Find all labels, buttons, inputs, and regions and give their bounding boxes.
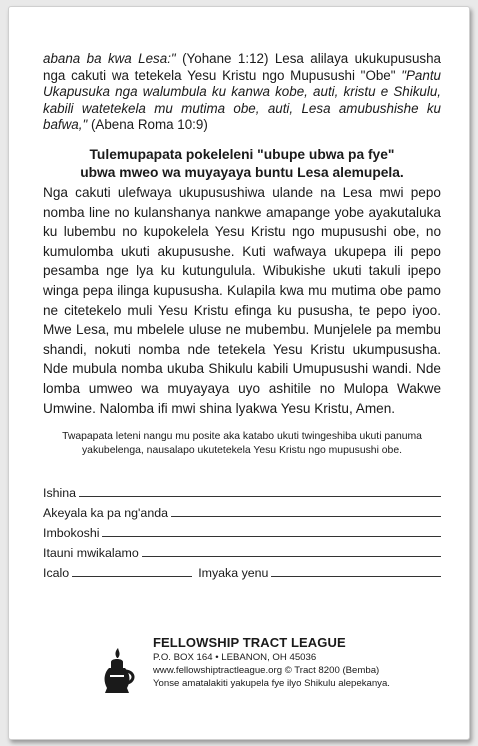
publisher-footer bbox=[91, 635, 421, 705]
address-field[interactable] bbox=[171, 504, 441, 517]
town-field[interactable] bbox=[142, 544, 441, 557]
name-label: Ishina bbox=[43, 486, 77, 501]
romans-reference: (Abena Roma 10:9) bbox=[87, 117, 208, 133]
publisher-tagline: Yonse amatalakiti yakupela fye ilyo Shikulu alepekanya. bbox=[153, 678, 390, 689]
publisher-name: FELLOWSHIP TRACT LEAGUE bbox=[153, 635, 346, 650]
postbox-row bbox=[43, 520, 441, 540]
age-label: Imyaka yenu bbox=[198, 566, 269, 581]
section-heading bbox=[43, 146, 441, 182]
heading-line-1: Tulemupapata pokeleleni "ubupe ubwa pa fye" bbox=[89, 146, 395, 162]
intro-paragraph bbox=[43, 51, 441, 134]
heading-line-2: ubwa mweo wa muyayaya buntu Lesa alemupela. bbox=[80, 164, 404, 180]
address-label: Akeyala ka pa ng'anda bbox=[43, 506, 168, 521]
intro-reference: (Yohane 1:12) Lesa alilaya ukukupususha nga cakuti wa tetekela Yesu Kristu ngo Mupusushi "Obe" bbox=[43, 51, 441, 83]
postbox-label: Imbokoshi bbox=[43, 526, 100, 541]
romans-quote: "Pantu Ukapusuka nga walumbula ku kanwa kobe, auti, kristu e Shikulu, kabili watetekela mu mutima obe, auti, Lesa amubushishe ku bafwa," bbox=[43, 67, 441, 133]
tract-content bbox=[43, 51, 441, 580]
age-field[interactable] bbox=[271, 564, 441, 577]
country-age-row bbox=[43, 560, 441, 580]
response-form bbox=[43, 480, 441, 580]
publisher-website: www.fellowshiptractleague.org © Tract 8200 (Bemba) bbox=[153, 665, 380, 676]
address-row bbox=[43, 500, 441, 520]
intro-quote: abana ba kwa Lesa:" bbox=[43, 51, 176, 66]
country-label: Icalo bbox=[43, 566, 70, 581]
country-field[interactable] bbox=[72, 564, 192, 577]
tract-page bbox=[8, 6, 470, 740]
postbox-field[interactable] bbox=[102, 524, 441, 537]
town-row bbox=[43, 540, 441, 560]
town-label: Itauni mwikalamo bbox=[43, 546, 139, 561]
publisher-address: P.O. BOX 164 • LEBANON, OH 45036 bbox=[153, 652, 317, 663]
name-row bbox=[43, 480, 441, 500]
prayer-paragraph: Nga cakuti ulefwaya ukupusushiwa ulande na Lesa mwi pepo nomba line no kulanshanya nankwe amapange yobe ayakutaluka ku lubembu no kupokelela Yesu Kristu ngo mupusushi obe, no kumulomba ukuti akupusushe. Kuti wafwaya ukupepa ili pepo pesamba nge lya ku kutungulula. Wibukishe ukuti takuli ipepo winga pepa ilinga kupususha. Kulapila kwa mu mutima obe pamo ne citetekelo muli Yesu Kristu efinga ku pususha, te pepo iyoo. Mwe Lesa, mu mbelele uluse ne mubembu. Munjelele pa membu shandi, nokuti nomba nde tetekela Yesu Kristu ukumpususha. Nde mubula nomba ukuba Shikulu kabili Umupusushi wandi. Nde lomba umweo wa muyayaya uyo ashitile no Mulopa Wakwe Umwine. Nalomba ifi mwi shina lyakwa Yesu Kristu, Amen. bbox=[43, 184, 441, 416]
lamp-logo-icon bbox=[91, 647, 143, 699]
publisher-info bbox=[153, 635, 390, 690]
mail-in-note: Twapapata leteni nangu mu posite aka katabo ukuti twingeshiba ukuti panuma yakubelenga, nausalapo ukutetekela Yesu Kristu ngo mupusushi obe. bbox=[62, 431, 422, 457]
name-field[interactable] bbox=[79, 484, 441, 497]
